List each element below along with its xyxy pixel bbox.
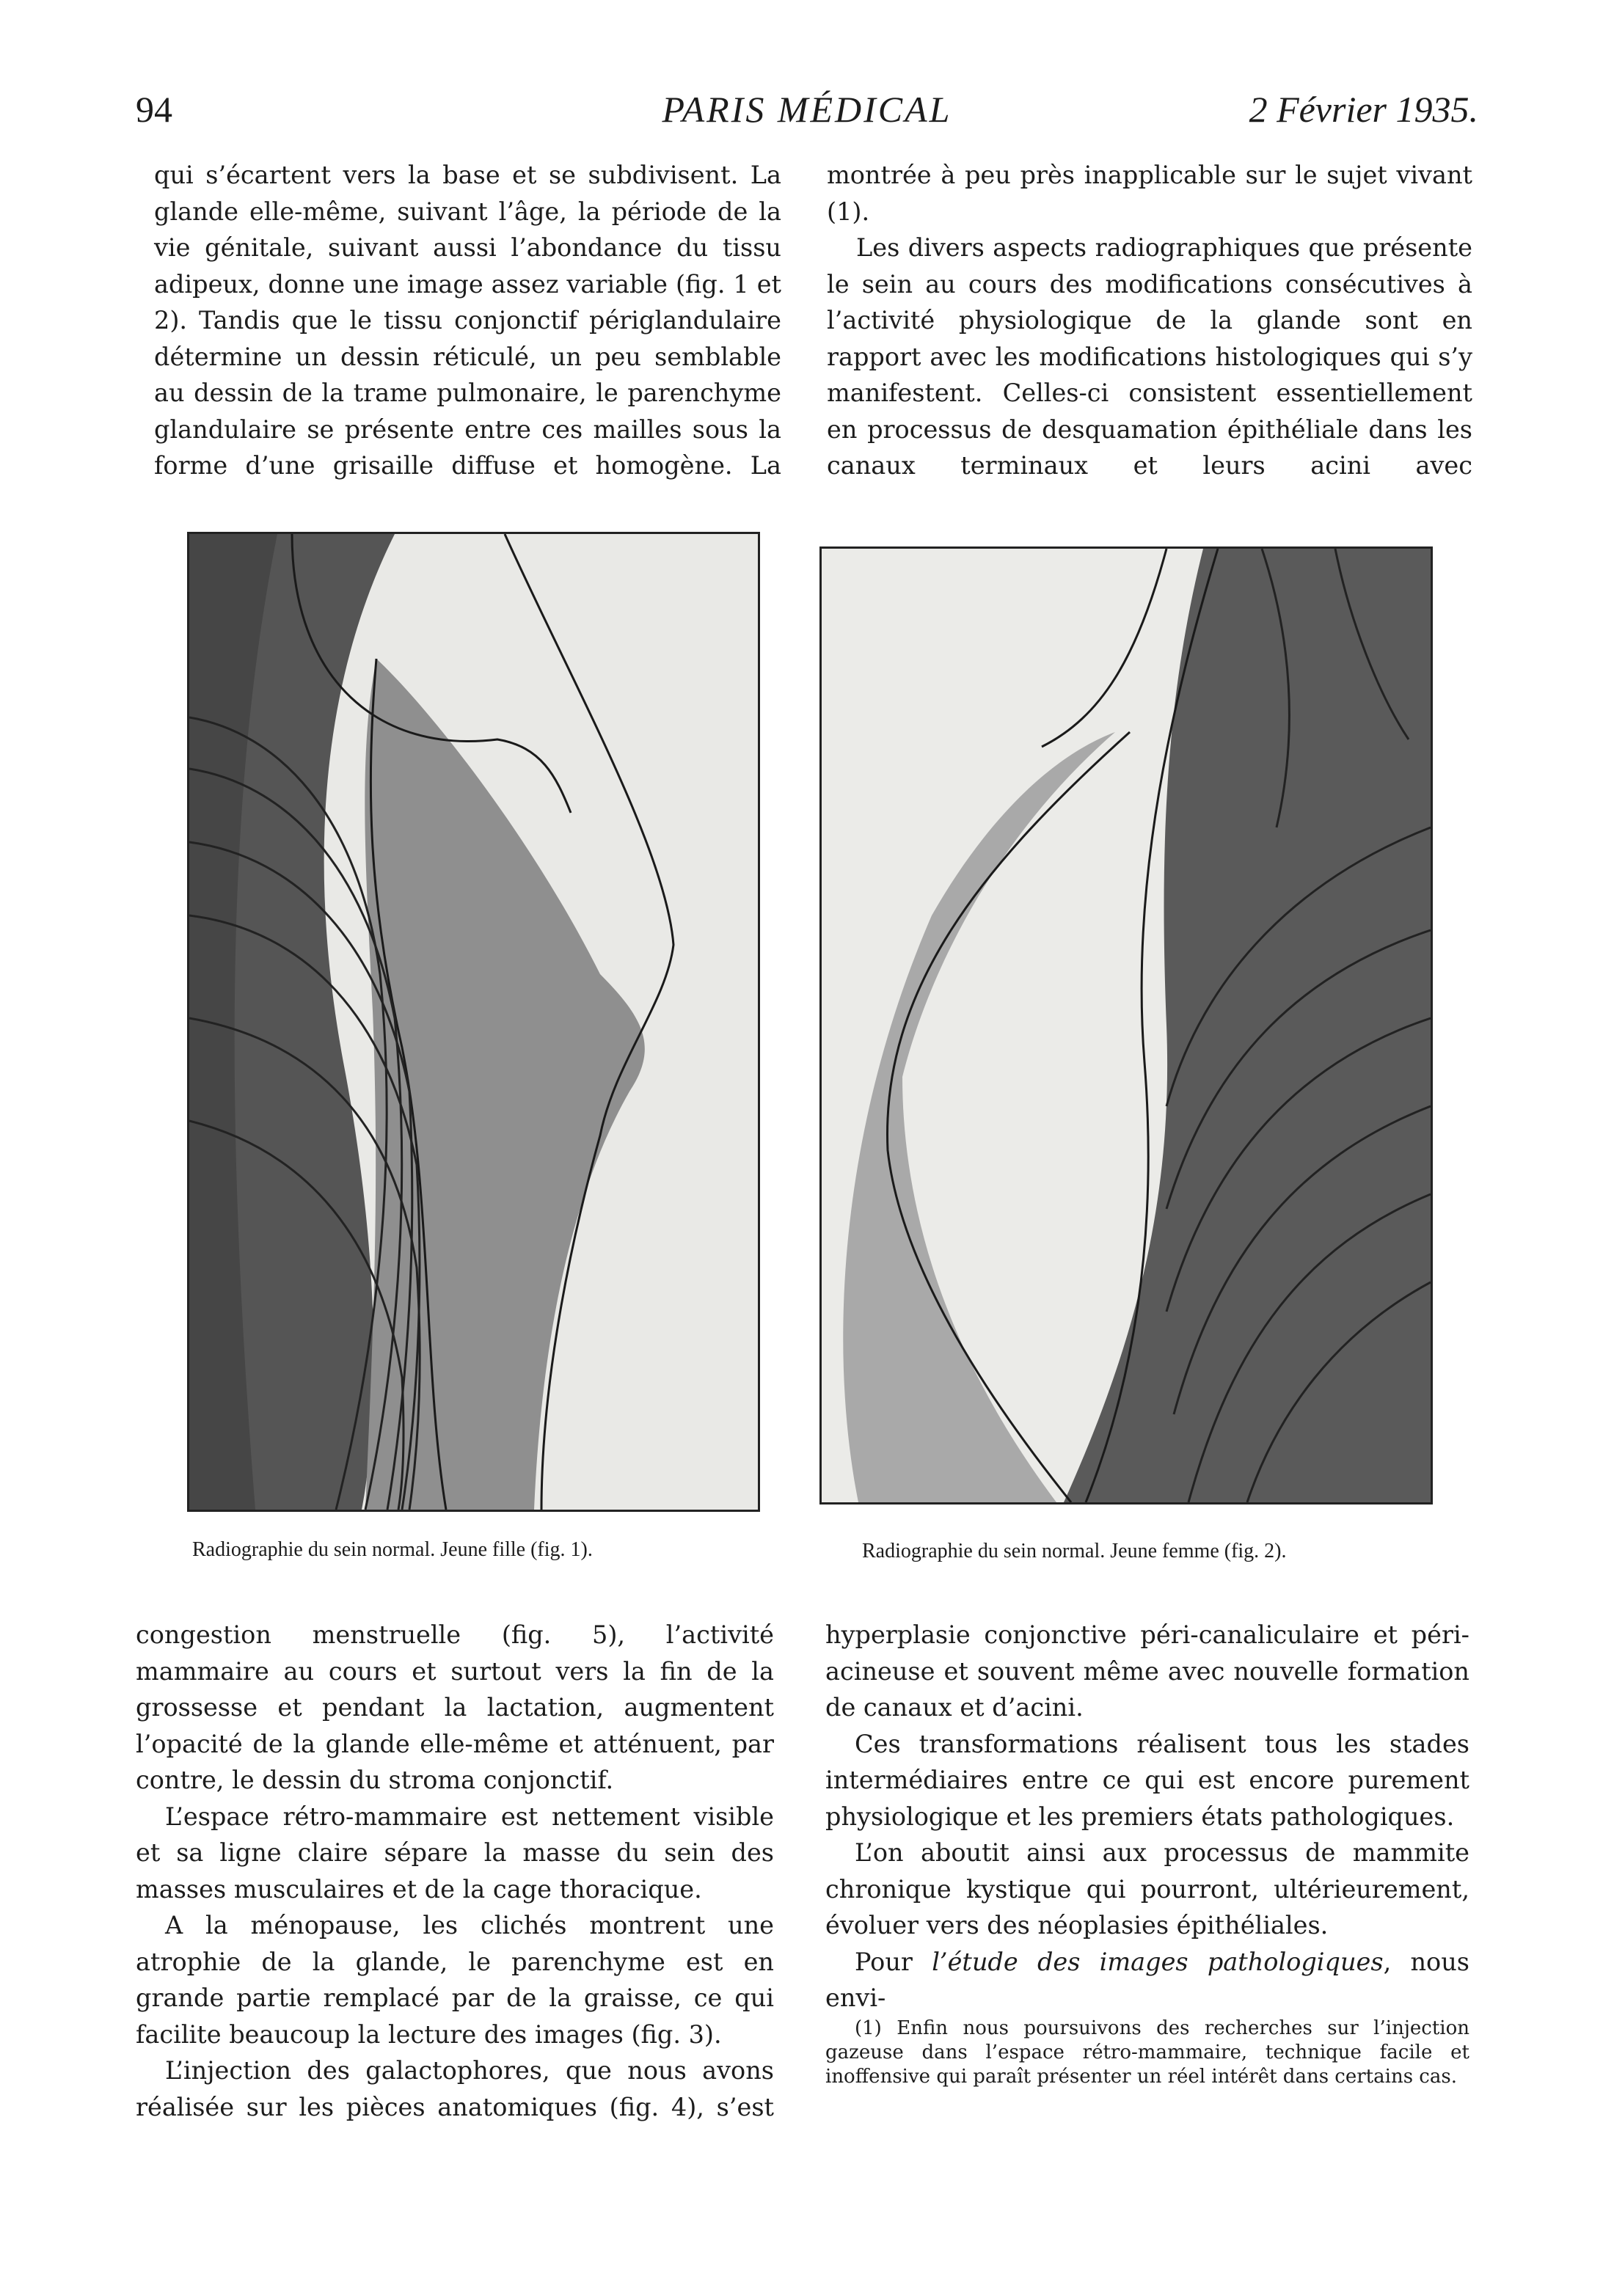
column-right-top [827,157,1472,484]
paragraph: A la ménopause, les clichés montrent une atrophie de la glande, le parenchyme est en grande partie remplacé par de la graisse, ce qui facilite beaucoup la lecture des images (fig. 3). [136,1911,774,2049]
column-left-top [154,157,781,484]
radiograph-image [189,534,758,1510]
text-run: Pour [855,1947,932,1976]
issue-date: 2 Février 1935. [1249,89,1478,130]
page-number: 94 [136,89,172,130]
paragraph: Les divers aspects radiographiques que présente le sein au cours des modifications consécutives à l’activité physiologique de la glande sont en rapport avec les modifications histologiques qui s’y manifestent. Celles-ci consistent essentiellement en processus de desquamation épithéliale dans les canaux terminaux et leurs acini avec [827,233,1472,480]
text-run: , nous envi- [825,1947,1469,2012]
figure-1-radiograph [187,532,760,1512]
running-header [136,88,1478,139]
paragraph: L’espace rétro-mammaire est nettement visible et sa ligne claire sépare la masse du sein des masses musculaires et de la cage thoracique. [136,1802,774,1904]
paragraph: qui s’écartent vers la base et se subdivisent. La glande elle-même, suivant l’âge, la période de la vie génitale, suivant aussi l’abondance du tissu adipeux, donne une image assez variable (fig. 1 et 2). Tandis que le tissu conjonctif périglandulaire détermine un dessin réticulé, un peu semblable au dessin de la trame pulmonaire, le parenchyme glandulaire se présente entre ces mailles sous la forme d’une grisaille diffuse et homogène. La [154,161,781,480]
emphasis: l’étude des images pathologiques [932,1947,1384,1976]
column-right-bottom [825,1617,1469,2089]
paragraph: hyperplasie conjonctive péri-canaliculaire et péri-acineuse et souvent même avec nouvelle formation de canaux et d’acini. [825,1620,1469,1722]
figure-2-radiograph [819,546,1433,1505]
paragraph: congestion menstruelle (fig. 5), l’activité mammaire au cours et surtout vers la fin de la grossesse et pendant la lactation, augmentent l’opacité de la glande elle-même et atténuent, par contre, le dessin du stroma conjonctif. [136,1620,774,1794]
paragraph: montrée à peu près inapplicable sur le sujet vivant (1). [827,161,1472,226]
paragraph [825,1944,1469,2017]
paragraph: Ces transformations réalisent tous les stades intermédiaires entre ce qui est encore purement physiologique et les premiers états pathologiques. [825,1729,1469,1831]
paragraph: L’on aboutit ainsi aux processus de mammite chronique kystique qui pourront, ultérieurement, évoluer vers des néoplasies épithéliales. [825,1838,1469,1939]
footnote: (1) Enfin nous poursuivons des recherches sur l’injection gazeuse dans l’espace rétro-mammaire, technique facile et inoffensive qui paraît présenter un réel intérêt dans certains cas. [825,2017,1469,2088]
figure-2-caption: Radiographie du sein normal. Jeune femme (fig. 2). [862,1540,1287,1562]
figure-1-caption: Radiographie du sein normal. Jeune fille (fig. 1). [192,1538,593,1561]
paragraph: L’injection des galactophores, que nous avons réalisée sur les pièces anatomiques (fig. 4), s’est [136,2056,774,2121]
column-left-bottom [136,1617,774,2125]
journal-title: PARIS MÉDICAL [662,89,952,130]
radiograph-image [822,549,1431,1502]
